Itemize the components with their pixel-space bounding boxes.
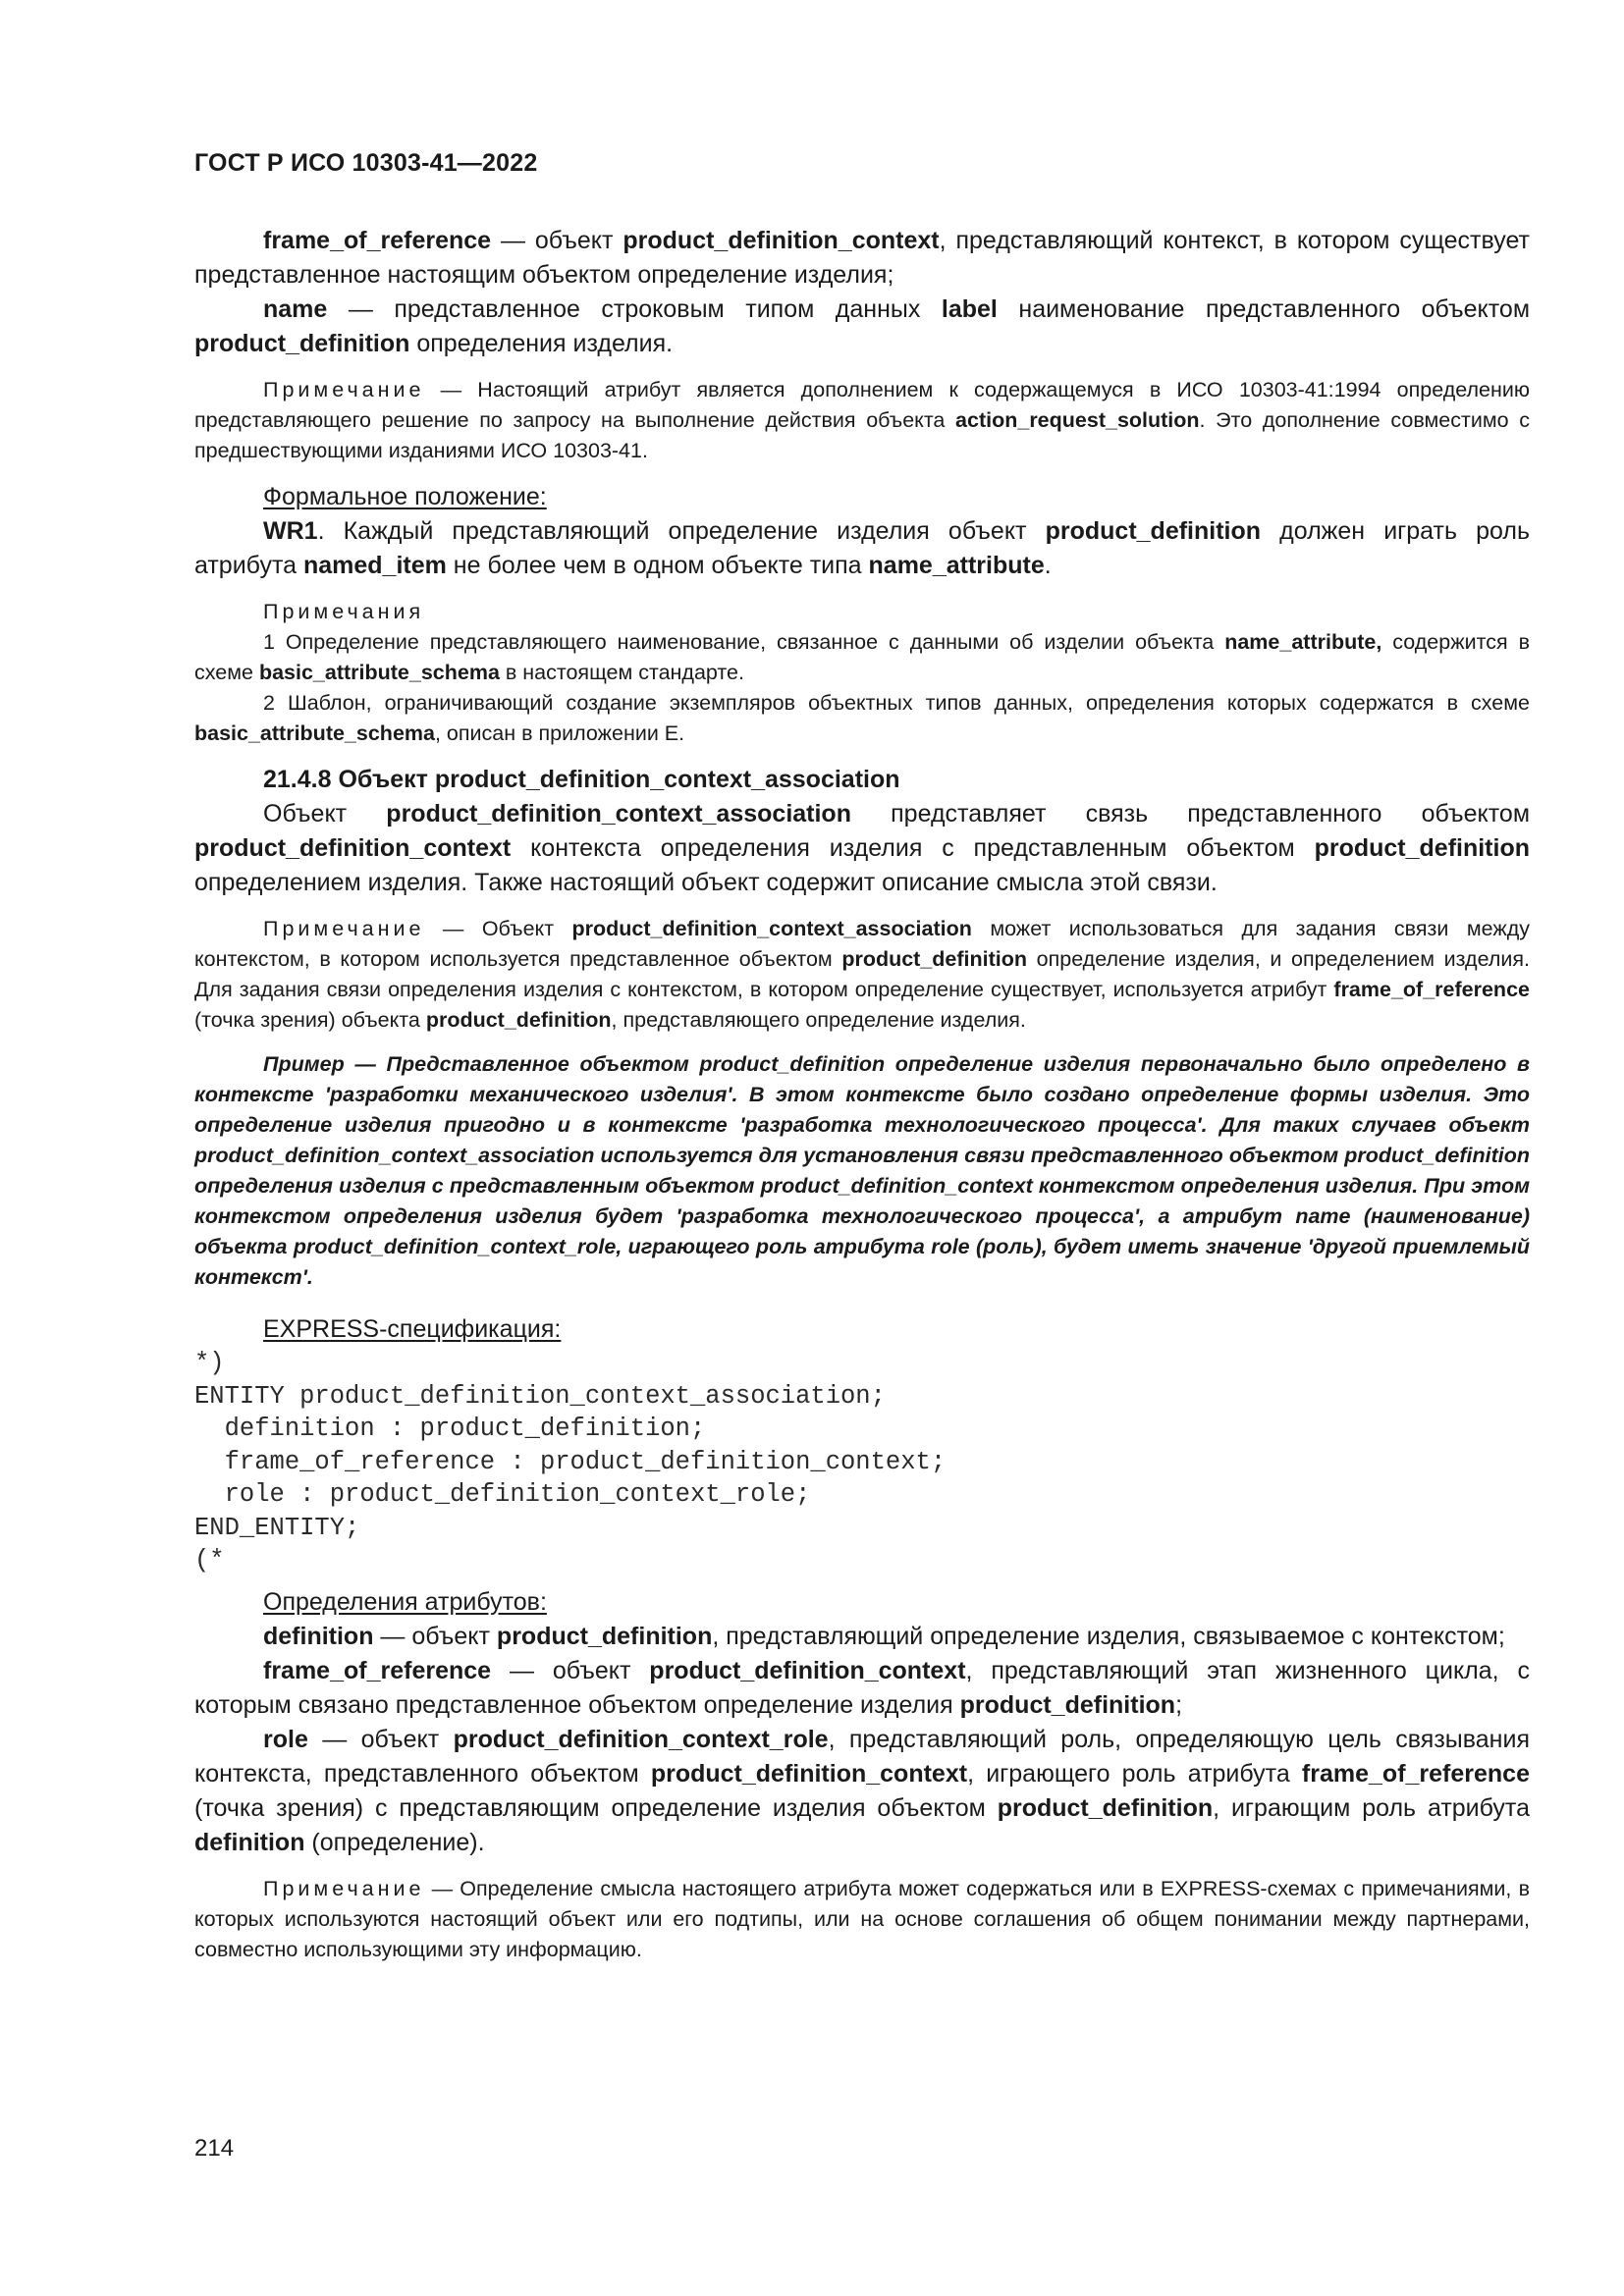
express-code-block: *) ENTITY product_definition_context_association; definition : product_definition; frame_of_reference : product_definition_context; role : product_definition_context_role; END_ENTITY; (* (194, 1349, 947, 1575)
attr-role-paragraph: role — объект product_definition_context_role, представляющий роль, определяющую цель связывания контекста, представленного объектом product_definition_context, играющего роль атрибута frame_of_reference (точка зрения) с представляющим определение изделия объектом product_definition, играющим роль атрибута definition (определение). (194, 1725, 1530, 1856)
attr-definition-paragraph: definition — объект product_definition, представляющий определение изделия, связываемое с контекстом; (263, 1622, 1505, 1650)
note-item-1: 1 Определение представляющего наименование, связанное с данными об изделии объекта name_attribute, содержится в схеме basic_attribute_schema в настоящем стандарте. (194, 630, 1530, 684)
formal-heading: Формальное положение: (263, 483, 547, 510)
attr-frame-of-reference-paragraph: frame_of_reference — объект product_definition_context, представляющий контекст, в котором существует представленное настоящим объектом определение изделия; (194, 227, 1530, 289)
note-paragraph: Примечание — Настоящий атрибут является дополнением к содержащемуся в ИСО 10303-41:1994 определению представляющего решение по запросу на выполнение действия объекта action_request_solution. Это дополнение совместимо с предшествующими изданиями ИСО 10303-41. (194, 378, 1530, 462)
formal-rule-paragraph: WR1. Каждый представляющий определение изделия объект product_definition должен играть роль атрибута named_item не более чем в одном объекте типа name_attribute. (194, 517, 1530, 579)
express-heading: EXPRESS-спецификация: (263, 1315, 562, 1343)
section-heading: 21.4.8 Объект product_definition_context_association (263, 766, 900, 793)
section-intro-paragraph: Объект product_definition_context_association представляет связь представленного объектом product_definition_context контекста определения изделия с представленным объектом product_definition определением изделия. Также настоящий объект содержит описание смысла этой связи. (194, 800, 1531, 896)
document-header: ГОСТ Р ИСО 10303-41—2022 (194, 149, 538, 177)
note-paragraph: Примечание — Определение смысла настоящего атрибута может содержаться или в EXPRESS-схемах с примечаниями, в которых используются настоящий объект или его подтипы, или на основе соглашения об общем понимании между партнерами, совместно использующими эту информацию. (194, 1876, 1530, 1961)
attr-frame-of-reference-paragraph: frame_of_reference — объект product_definition_context, представляющий этап жизненного цикла, с которым связано представленное объектом определение изделия product_definition; (194, 1656, 1530, 1719)
notes-label: Примечания (263, 600, 425, 623)
page-number: 214 (194, 2135, 235, 2162)
note-item-2: 2 Шаблон, ограничивающий создание экземпляров объектных типов данных, определения которых содержатся в схеме basic_attribute_schema, описан в приложении Е. (194, 691, 1530, 745)
page-content (194, 224, 1530, 1965)
attrs-heading: Определения атрибутов: (263, 1587, 547, 1616)
attr-name-paragraph: name — представленное строковым типом данных label наименование представленного объектом product_definition определения изделия. (194, 295, 1531, 357)
example-paragraph: Пример — Представленное объектом product_definition определение изделия первоначально было определено в контексте 'разработки механического изделия'. В этом контексте было создано определение формы изделия. Это определение изделия пригодно и в контексте 'разработка технологического процесса'. Для таких случаев объект product_definition_context_association используется для установления связи представленного объектом product_definition определения изделия с представленным объектом product_definition_context контекстом определения изделия. При этом контекстом определения изделия будет 'разработка технологического процесса', а атрибут name (наименование) объекта product_definition_context_role, играющего роль атрибута role (роль), будет иметь значение 'другой приемлемый контекст'. (194, 1052, 1530, 1289)
note-paragraph: Примечание — Объект product_definition_context_association может использоваться для задания связи между контекстом, в котором используется представленное объектом product_definition определение изделия, и определением изделия. Для задания связи определения изделия с контекстом, в котором определение существует, используется атрибут frame_of_reference (точка зрения) объекта product_definition, представляющего определение изделия. (194, 917, 1530, 1032)
